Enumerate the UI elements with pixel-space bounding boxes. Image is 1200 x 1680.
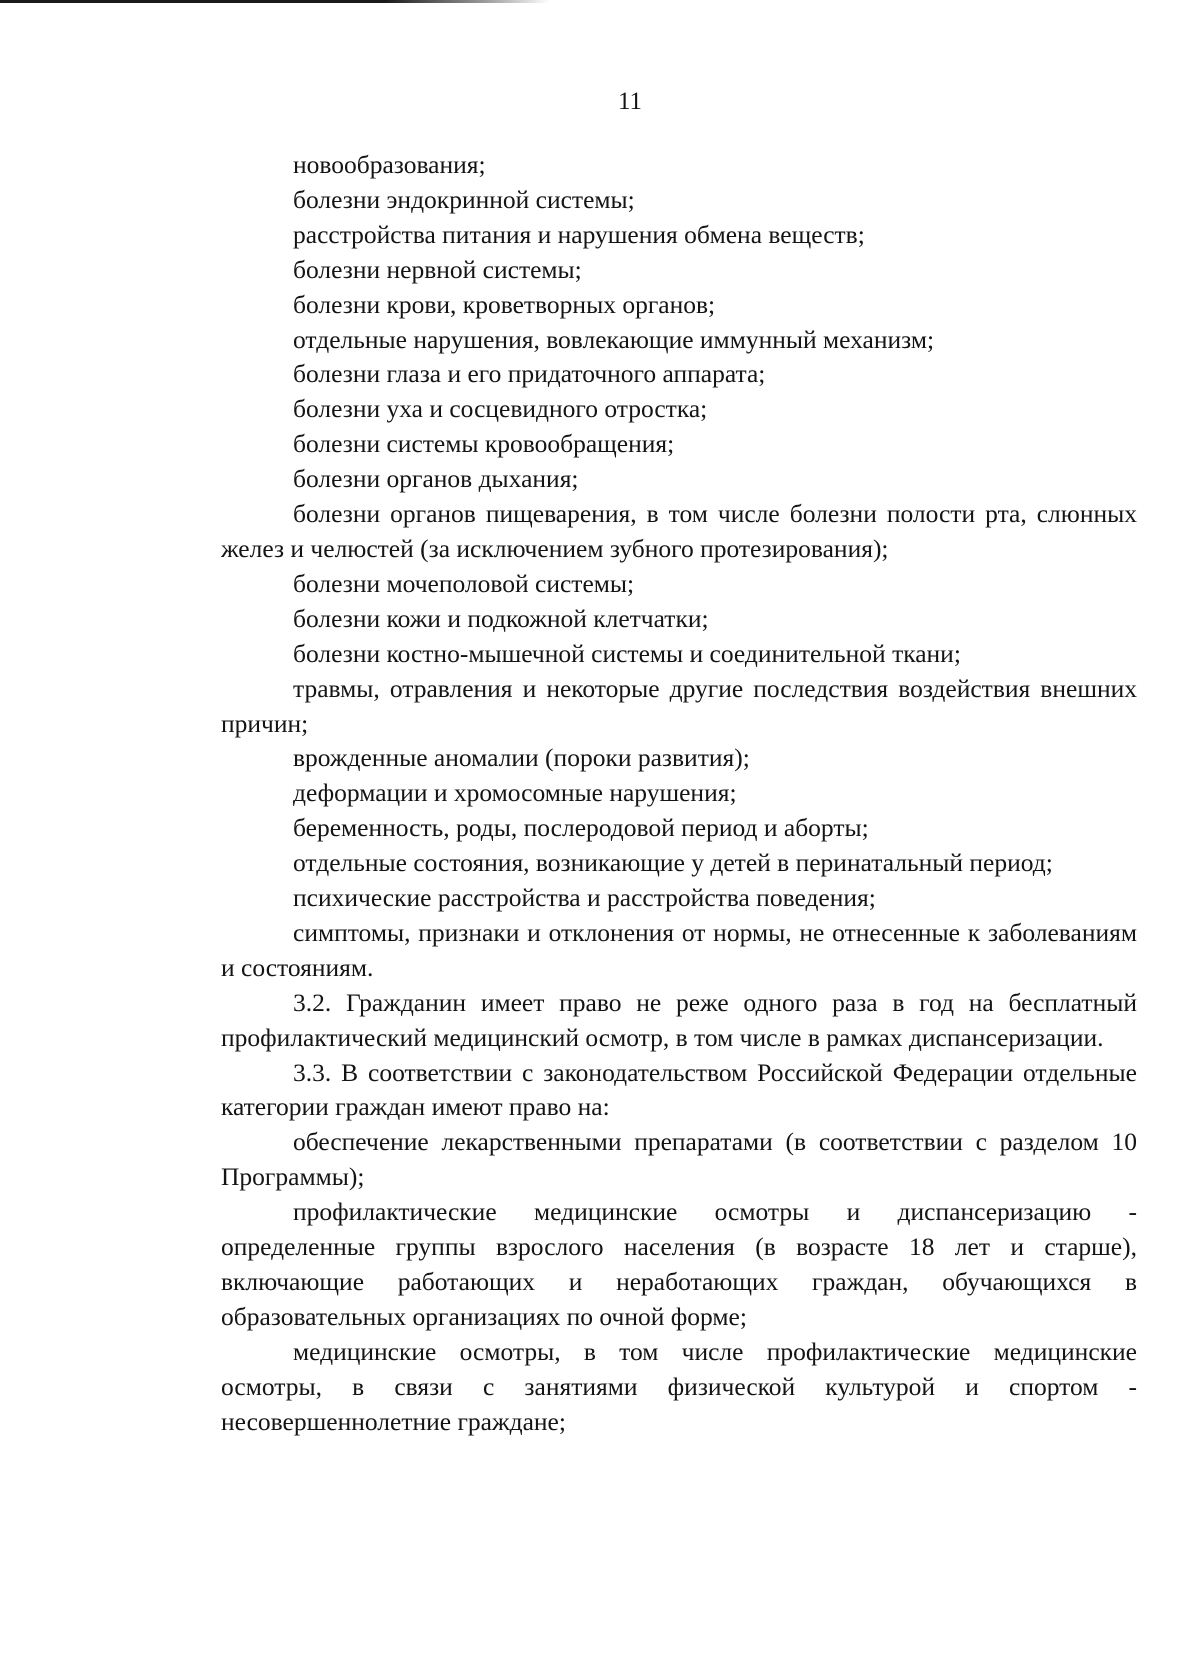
paragraph-mental: психические расстройства и расстройства поведения; — [293, 883, 876, 913]
paragraph-eye: болезни глаза и его придаточного аппарата; — [293, 359, 766, 389]
paragraph-injuries: травмы, отравления и некоторые другие последствия воздействия внешних причин; — [221, 673, 1137, 738]
paragraph-circulatory: болезни системы кровообращения; — [293, 429, 675, 459]
paragraph-nutrition-metabolism: расстройства питания и нарушения обмена веществ; — [293, 219, 865, 249]
paragraph-minor-checkups: медицинские осмотры, в том числе профилактические медицинские осмотры, в связи с занятиями физической культурой и спортом - несовершеннолетние граждане; — [221, 1336, 1137, 1436]
paragraph-ear: болезни уха и сосцевидного отростка; — [293, 394, 708, 424]
paragraph-endocrine: болезни эндокринной системы; — [293, 184, 635, 214]
paragraph-nervous-system: болезни нервной системы; — [293, 254, 582, 284]
document-body — [221, 148, 1137, 1440]
paragraph-skin: болезни кожи и подкожной клетчатки; — [293, 603, 709, 633]
paragraph-section-3-3: 3.3. В соответствии с законодательством Российской Федерации отдельные категории граждан имеют право на: — [221, 1057, 1137, 1122]
paragraph-adult-screening: профилактические медицинские осмотры и диспансеризацию - определенные группы взрослого населения (в возрасте 18 лет и старше), включающие работающих и неработающих граждан, обучающихся в образовательных организациях по очной форме; — [221, 1197, 1137, 1331]
paragraph-congenital: врожденные аномалии (пороки развития); — [293, 743, 750, 773]
scan-edge-line — [0, 0, 550, 3]
paragraph-pregnancy: беременность, роды, послеродовой период и аборты; — [293, 813, 869, 843]
paragraph-blood: болезни крови, кроветворных органов; — [293, 289, 716, 319]
paragraph-chromosomal: деформации и хромосомные нарушения; — [293, 778, 737, 808]
paragraph-respiratory: болезни органов дыхания; — [293, 464, 579, 494]
paragraph-section-3-2: 3.2. Гражданин имеет право не реже одного раза в год на бесплатный профилактический медицинский осмотр, в том числе в рамках диспансеризации. — [221, 987, 1137, 1052]
paragraph-immune: отдельные нарушения, вовлекающие иммунный механизм; — [293, 324, 935, 354]
paragraph-symptoms: симптомы, признаки и отклонения от нормы, не отнесенные к заболеваниям и состояниям. — [221, 917, 1137, 982]
paragraph-musculoskeletal: болезни костно-мышечной системы и соединительной ткани; — [293, 638, 961, 668]
paragraph-neoplasms: новообразования; — [293, 150, 486, 179]
paragraph-medicines: обеспечение лекарственными препаратами (в соответствии с разделом 10 Программы); — [221, 1127, 1137, 1192]
page-number: 11 — [617, 88, 643, 115]
paragraph-genitourinary: болезни мочеполовой системы; — [293, 568, 635, 598]
paragraph-perinatal: отдельные состояния, возникающие у детей в перинатальный период; — [293, 848, 1053, 878]
paragraph-digestive: болезни органов пищеварения, в том числе болезни полости рта, слюнных желез и челюстей (за исключением зубного протезирования); — [221, 499, 1137, 563]
